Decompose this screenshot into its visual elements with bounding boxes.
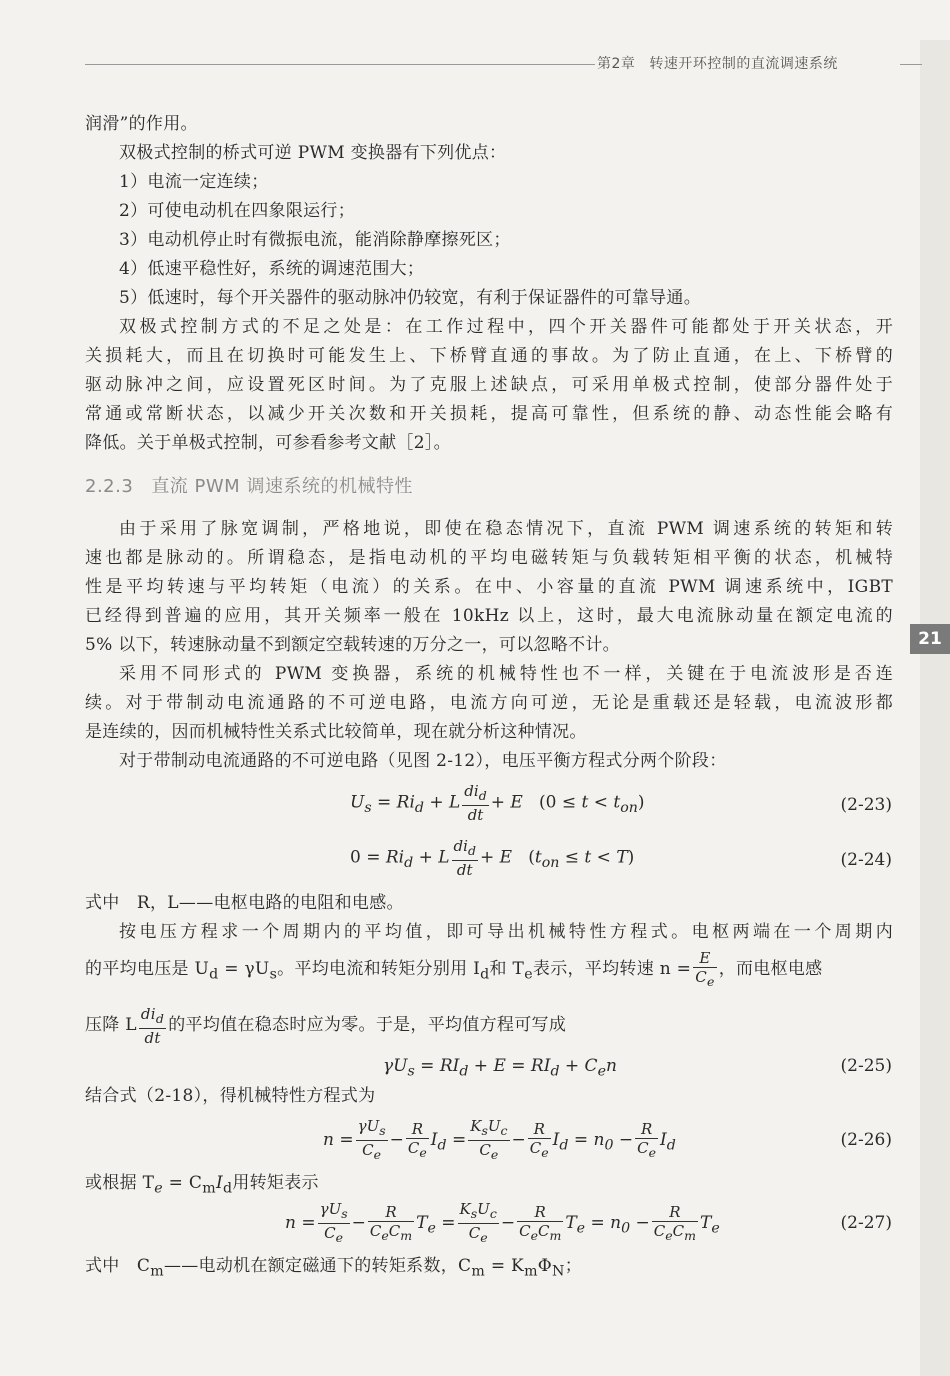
running-header [597, 53, 838, 73]
header-rule-right [900, 64, 922, 65]
list-item: 5）低速时，每个开关器件的驱动脉冲仍较宽，有利于保证器件的可靠导通。 [119, 288, 702, 308]
section-heading [85, 472, 413, 498]
body-line: 是连续的，因而机械特性关系式比较简单，现在就分析这种情况。 [85, 722, 587, 742]
body-line: 结合式（2-18），得机械特性方程式为 [85, 1086, 376, 1106]
body-line: 5% 以下，转速脉动量不到额定空载转速的万分之一，可以忽略不计。 [85, 635, 620, 655]
section-title: 直流 PWM 调速系统的机械特性 [151, 476, 413, 497]
body-line-with-formula: 压降 L $\frac{di_d}{dt}$ 的平均值在稳态时应为零。于是，平均值方程可写成 [85, 1004, 567, 1047]
body-line: 双极式控制的桥式可逆 PWM 变换器有下列优点： [119, 143, 507, 163]
equation-number: (2-23) [840, 795, 892, 815]
page-edge-band [920, 40, 950, 1376]
body-line: 性是平均转速与平均转矩（电流）的关系。在中、小容量的直流 PWM 调速系统中，IGBT [85, 577, 893, 597]
body-line: 常通或常断状态，以减少开关次数和开关损耗，提高可靠性，但系统的静、动态性能会略有 [85, 404, 893, 424]
body-line: 速也都是脉动的。所谓稳态，是指电动机的平均电磁转矩与负载转矩相平衡的状态，机械特 [85, 548, 893, 568]
list-item: 1）电流一定连续； [119, 172, 269, 192]
body-line: 关损耗大，而且在切换时可能发生上、下桥臂直通的事故。为了防止直通，在上、下桥臂的 [85, 346, 893, 366]
body-line: 采用不同形式的 PWM 变换器，系统的机械特性也不一样，关键在于电流波形是否连 [119, 664, 893, 684]
chapter-label: 第2章 [597, 56, 636, 72]
list-item: 4）低速平稳性好，系统的调速范围大； [119, 259, 425, 279]
body-line: 驱动脉冲之间，应设置死区时间。为了克服上述缺点，可采用单极式控制，使部分器件处于 [85, 375, 893, 395]
body-line: 润滑”的作用。 [85, 114, 198, 134]
equation-2-25: $\gamma U_s = RI_d + E = RI_d + C_en$ [383, 1056, 617, 1080]
header-rule [85, 64, 595, 65]
equation-number: (2-25) [840, 1056, 892, 1076]
equation-number: (2-24) [840, 850, 892, 870]
body-line: 双极式控制方式的不足之处是：在工作过程中，四个开关器件可能都处于开关状态，开 [119, 317, 893, 337]
equation-2-27: n = $\frac{\gamma U_s}{C_e}$ − $\frac{R}{C_eC_m}$ $T_e$ = $\frac{K_sU_c}{C_e}$ − $\frac{R}{C_eC_m}$ $T_e = n_0$ − $\frac{R}{C_eC_m}$ $T_e$ [285, 1200, 720, 1245]
page-number-tab: 21 [910, 624, 950, 654]
list-item: 3）电动机停止时有微振电流，能消除静摩擦死区； [119, 230, 511, 250]
body-line: 续。对于带制动电流通路的不可逆电路，电流方向可逆，无论是重载还是轻载，电流波形都 [85, 693, 893, 713]
body-line: 由于采用了脉宽调制，严格地说，即使在稳态情况下，直流 PWM 调速系统的转矩和转 [119, 519, 893, 539]
section-number: 2.2.3 [85, 476, 134, 497]
list-item: 2）可使电动机在四象限运行； [119, 201, 356, 221]
body-line: 对于带制动电流通路的不可逆电路（见图 2-12），电压平衡方程式分两个阶段： [119, 751, 727, 771]
body-line-with-formula: 的平均电压是 $U_d = \gamma U_s$。平均电流和转矩分别用 $I_d$和 $T_e$表示，平均转速 n = $\frac{E}{C_e}$ ，而电枢电感 [85, 948, 823, 989]
equation-2-23: $U_s = Ri_d + L$ $\frac{di_d}{dt}$ + E $(0 \le t < t_{on})$ [350, 782, 645, 824]
body-line: 已经得到普遍的应用，其开关频率一般在 10kHz 以上，这时，最大电流脉动量在额定电流的 [85, 606, 893, 626]
body-line-with-formula: 式中 $C_m——$电动机在额定磁通下的转矩系数，$C_m = K_m\Phi_N$； [85, 1256, 583, 1280]
body-line: 降低。关于单极式控制，可参看参考文献［2］。 [85, 433, 451, 453]
equation-number: (2-26) [840, 1130, 892, 1150]
body-line-with-formula: 或根据 $T_e = C_mI_d$用转矩表示 [85, 1173, 319, 1197]
body-line: 式中 R，L——电枢电路的电阻和电感。 [85, 893, 404, 913]
equation-2-24: $0 = Ri_d + L$ $\frac{di_d}{dt}$ + E $(t_{on} \le t < T)$ [350, 837, 635, 879]
body-line: 按电压方程求一个周期内的平均值，即可导出机械特性方程式。电枢两端在一个周期内 [119, 922, 893, 942]
equation-number: (2-27) [840, 1213, 892, 1233]
equation-2-26: n = $\frac{\gamma U_s}{C_e}$ − $\frac{R}{C_e}$ $I_d$ = $\frac{K_sU_c}{C_e}$ − $\frac{R}{C_e}$ $I_d = n_0$ − $\frac{R}{C_e}$ $I_d$ [323, 1117, 676, 1162]
chapter-title: 转速开环控制的直流调速系统 [649, 56, 838, 72]
